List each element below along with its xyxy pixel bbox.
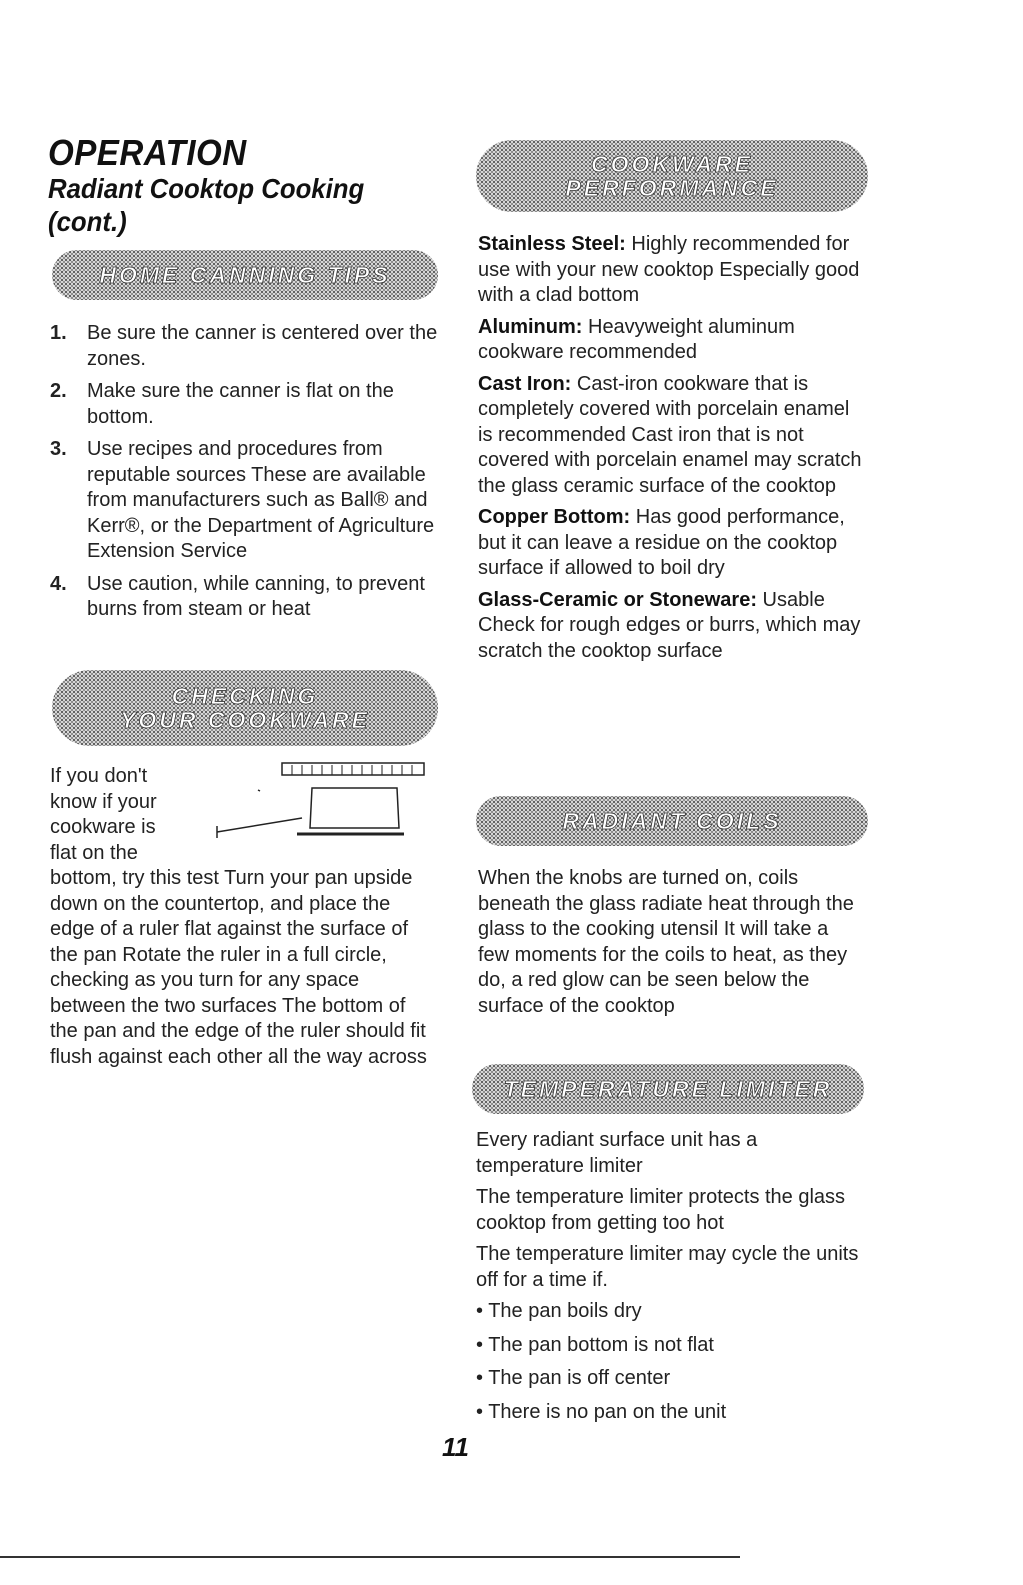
page-heading	[48, 134, 416, 238]
checking-cookware-title: CHECKING YOUR COOKWARE	[120, 683, 370, 733]
checking-cookware-text: bottom, try this test Turn your pan upside down on the countertop, and place the edge of a ruler flat against the surface of the pan Rotate the ruler in a full circle, checking as you turn for any space between the two surfaces The bottom of the pan and the edge of the ruler should fit flush against each other all the way across	[50, 867, 427, 1068]
ruler-on-pan-illustration	[212, 760, 427, 850]
list-item: 3. Use recipes and procedures from reputable sources These are available from manufacturers such as Ball® and Kerr®, or the Department of Agriculture Extension Service	[50, 438, 435, 562]
cookware-performance-list	[478, 232, 863, 670]
temperature-limiter-title: TEMPERATURE LIMITER	[503, 1076, 833, 1102]
temperature-limiter-banner	[472, 1064, 864, 1114]
list-item: • The pan is off center	[476, 1367, 671, 1389]
list-item: • There is no pan on the unit	[476, 1400, 727, 1423]
limiter-conditions-list	[476, 1299, 866, 1425]
radiant-coils-banner	[476, 796, 868, 846]
cookware-performance-title: COOKWARE PERFORMANCE	[565, 151, 779, 201]
checking-cookware-banner	[52, 670, 438, 746]
home-canning-tips-banner	[52, 250, 438, 300]
checking-cookware-intro: If you don't know if your cookware is flat on the	[50, 765, 157, 864]
page-number: 11	[442, 1432, 469, 1462]
list-item: Stainless Steel: Highly recommended for use with your new cooktop Especially good with a clad bottom	[478, 233, 860, 306]
canning-tips-list	[50, 321, 440, 630]
cookware-performance-banner	[476, 140, 868, 212]
home-canning-tips-title: HOME CANNING TIPS	[99, 262, 391, 288]
bottom-divider	[0, 1556, 740, 1558]
list-item: Copper Bottom: Has good performance, but it can leave a residue on the cooktop surface if allowed to boil dry	[478, 506, 845, 579]
list-item: 1. Be sure the canner is centered over the zones.	[50, 322, 438, 370]
list-item: • The pan boils dry	[476, 1300, 642, 1322]
page-title-line2: (cont.)	[48, 206, 127, 237]
list-item: • The pan bottom is not flat	[476, 1333, 714, 1356]
page-title-line1: Radiant Cooktop Cooking	[48, 173, 365, 204]
radiant-coils-text: When the knobs are turned on, coils beneath the glass radiate heat through the glass to the cooking utensil It will take a few moments for the coils to heat, as they do, a red glow can be seen below the surface of the cooktop	[478, 867, 854, 1017]
list-item: Aluminum: Heavyweight aluminum cookware recommended	[478, 315, 795, 363]
list-item: Cast Iron: Cast-iron cookware that is completely covered with porcelain enamel is recommended Cast iron that is not covered with porcelain enamel may scratch the glass ceramic surface of the cooktop	[478, 372, 862, 497]
list-item: 4. Use caution, while canning, to prevent burns from steam or heat	[50, 572, 425, 620]
section-title: OPERATION	[48, 132, 247, 173]
temperature-limiter-text: Every radiant surface unit has a temperature limiter The temperature limiter protects the glass cooktop from getting too hot The temperature limiter may cycle the units off for a time if. • The pan boils dry • The pan bottom is not flat • The pan is off center • There is no pan on the unit	[476, 1128, 866, 1433]
radiant-coils-title: RADIANT COILS	[562, 808, 782, 834]
list-item: Glass-Ceramic or Stoneware: Usable Check for rough edges or burrs, which may scratch the cooktop surface	[478, 588, 861, 662]
list-item: 2. Make sure the canner is flat on the bottom.	[50, 380, 394, 428]
